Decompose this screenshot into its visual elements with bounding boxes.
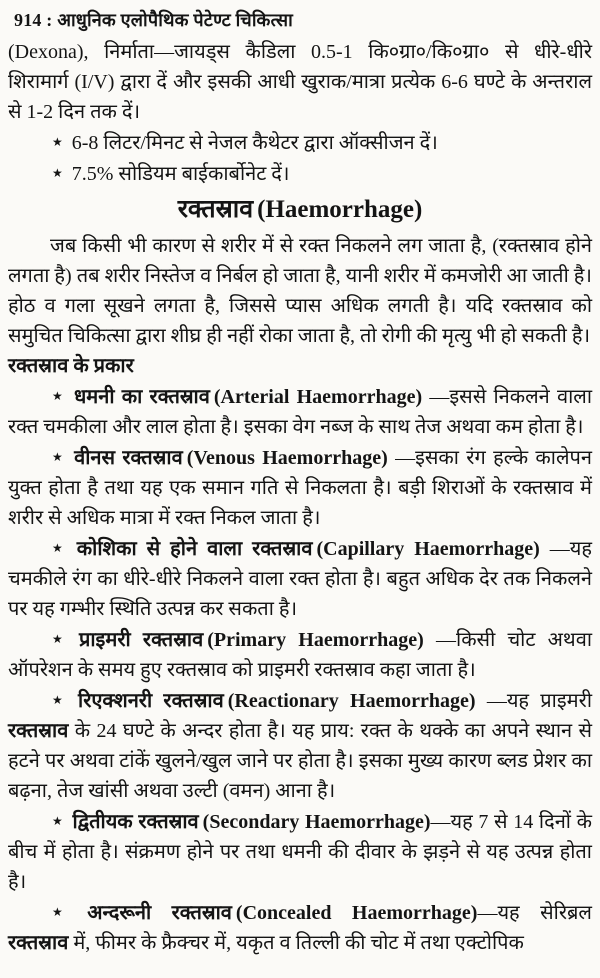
type-lead: वीनस रक्तस्राव (74, 447, 183, 469)
type-english: (Secondary Haemorrhage) (202, 811, 431, 833)
type-body: —यह 7 से 14 दिनों के बीच में होता है। संक्रमण होने पर तथा धमनी की दीवार के झड़ने से यह उत्पन्न होता है। (8, 811, 593, 893)
paragraph-dexona (8, 37, 592, 127)
type-body: के 24 घण्टे के अन्दर होता है। यह प्राय: रक्त के थक्के का अपने स्थान से हटने पर अथवा टांकें खुलने/खुल जाने पर होता है। इसका मुख्य कारण ब्लड प्रेशर का बढ़ना, तेज खांसी अथवा उल्टी (वमन) आना है। (8, 720, 592, 802)
type-lead: प्राइमरी रक्तस्राव (78, 629, 204, 651)
star-bullet-icon: ★ (52, 541, 68, 555)
type-body: —इससे निकलने वाला रक्त चमकीला और लाल होता है। इसका वेग नब्ज के साथ तेज अथवा कम होता है। (8, 386, 593, 438)
type-lead: द्वितीयक रक्तस्राव (72, 811, 199, 833)
type-bullet-reactionary (8, 685, 592, 806)
type-bullet-concealed (8, 897, 592, 958)
type-english: (Reactionary Haemorrhage) (227, 690, 476, 712)
type-lead: रिएक्शनरी रक्तस्राव (78, 690, 224, 712)
type-english: (Arterial Haemorrhage) (213, 386, 423, 408)
type-body: —किसी चोट अथवा ऑपरेशन के समय हुए रक्तस्राव को प्राइमरी रक्तस्राव कहा जाता है। (8, 629, 592, 681)
type-body: —यह प्राइमरी (475, 690, 592, 712)
paragraph-haemorrhage-intro-text: जब किसी भी कारण से शरीर में से रक्त निकलने लग जाता है, (रक्तस्राव होने लगता है) तब शरीर निस्तेज व निर्बल हो जाता है, यानी शरीर में कमजोरी आ जाती है। होठ व गला सूखने लगता है, जिससे प्यास अधिक लगती है। यदि रक्तस्राव को समुचित चिकित्सा द्वारा शीघ्र ही नहीं रोका जाता है, तो रोगी की मृत्यु भी हो सकती है। (8, 235, 592, 347)
page-header: 914 : आधुनिक एलोपैथिक पेटेण्ट चिकित्सा (14, 10, 293, 30)
type-body: —इसका रंग हल्के कालेपन युक्त होता है तथा यह एक समान गति से निकलता है। बड़ी शिराओं के रक्तस्राव में शरीर से अधिक मात्रा में रक्त निकल जाता है। (8, 447, 592, 529)
paragraph-dexona-text: (Dexona), निर्माता—जायड्स कैडिला 0.5-1 कि०ग्रा०/कि०ग्रा० से धीरे-धीरे शिरामार्ग (I/V) द्वारा दें और इसकी आधी खुराक/मात्रा प्रत्येक 6-6 घण्टे के अन्तराल से 1-2 दिन तक दें। (8, 41, 592, 123)
section-title-hindi: रक्तस्राव (177, 196, 254, 223)
star-bullet-icon: ★ (52, 693, 70, 707)
star-bullet-icon: ★ (52, 166, 63, 180)
bullet-oxygen-text: 6-8 लिटर/मिनट से नेजल कैथेटर द्वारा ऑक्सीजन दें। (71, 132, 438, 154)
type-body-bold: रक्तस्राव (8, 932, 69, 954)
type-bullet-secondary (8, 806, 592, 897)
type-bullet-venous (8, 442, 592, 533)
types-heading: रक्तस्राव के प्रकार (8, 355, 134, 377)
bullet-soda-bicarbonate (8, 158, 592, 189)
type-english: (Primary Haemorrhage) (207, 629, 424, 651)
type-english: (Concealed Haemorrhage) (235, 902, 478, 924)
type-bullet-arterial (8, 381, 592, 442)
bullet-soda-text: 7.5% सोडियम बाईकार्बोनेट दें। (71, 163, 290, 185)
type-lead: अन्दरूनी रक्तस्राव (87, 902, 232, 924)
section-title-haemorrhage (8, 191, 592, 229)
type-bullet-primary (8, 624, 592, 685)
star-bullet-icon: ★ (52, 814, 64, 828)
type-bullet-capillary (8, 533, 592, 624)
star-bullet-icon: ★ (52, 389, 65, 403)
star-bullet-icon: ★ (52, 632, 70, 646)
type-body: —यह चमकीले रंग का धीरे-धीरे निकलने वाला रक्त होता है। बहुत अधिक देर तक निकलने पर यह गम्भीर स्थिति उत्पन्न कर सकता है। (8, 538, 592, 620)
paragraph-haemorrhage-intro (8, 231, 592, 351)
type-english: (Venous Haemorrhage) (186, 447, 388, 469)
star-bullet-icon: ★ (52, 135, 63, 149)
type-lead: धमनी का रक्तस्राव (74, 386, 210, 408)
star-bullet-icon: ★ (52, 450, 66, 464)
type-body: में, फीमर के फ्रैक्चर में, यकृत व तिल्ली की चोट में तथा एक्टोपिक (68, 932, 524, 954)
section-title-english: (Haemorrhage) (257, 196, 423, 223)
type-body: —यह सेरिब्रल (477, 902, 592, 924)
type-lead: कोशिका से होने वाला रक्तस्राव (76, 538, 313, 560)
type-body-bold: रक्तस्राव (8, 720, 69, 742)
star-bullet-icon: ★ (52, 905, 79, 919)
type-english: (Capillary Haemorrhage) (316, 538, 540, 560)
bullet-oxygen (8, 127, 592, 158)
